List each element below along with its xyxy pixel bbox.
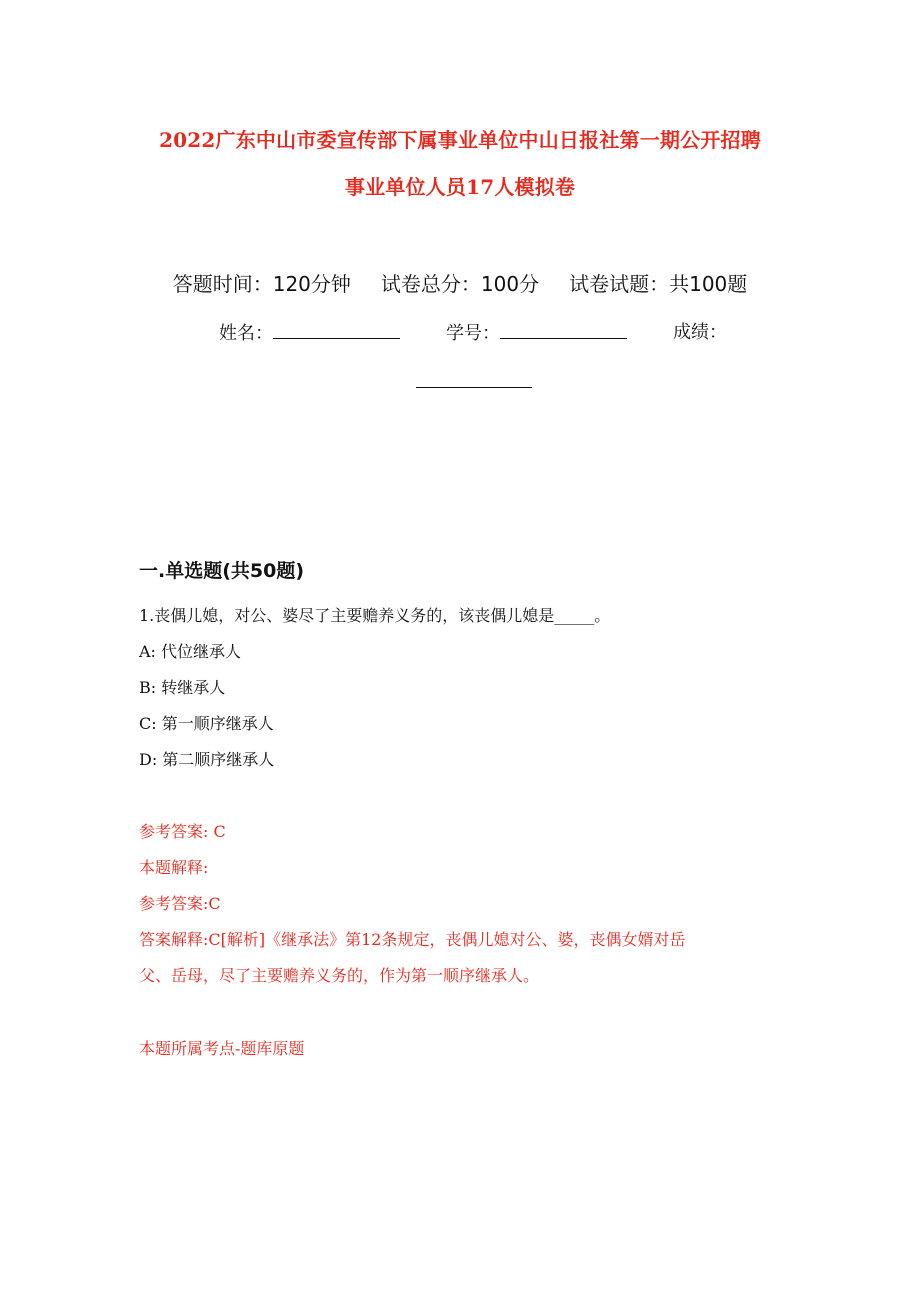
document-title-line-2: 事业单位人员17人模拟卷: [344, 175, 576, 199]
student-id-field[interactable]: [446, 318, 627, 345]
document-title-line-1: 2022广东中山市委宣传部下属事业单位中山日报社第一期公开招聘: [159, 128, 761, 152]
option-c: C: 第一顺序继承人: [139, 714, 274, 733]
option-d: D: 第二顺序继承人: [139, 750, 275, 769]
student-id-blank[interactable]: [500, 318, 627, 339]
score-label: 成绩：: [673, 322, 727, 343]
score-blank[interactable]: [416, 387, 532, 388]
explanation-label: 本题解释:: [139, 858, 209, 877]
option-b: B: 转继承人: [139, 678, 226, 697]
explanation-line-2: 父、岳母，尽了主要赡养义务的，作为第一顺序继承人。: [139, 966, 540, 985]
explanation-line-1: 答案解释:C[解析]《继承法》第12条规定，丧偶儿媳对公、婆，丧偶女婿对岳: [139, 930, 686, 949]
student-id-label: 学号：: [446, 323, 500, 344]
option-a: A: 代位继承人: [139, 642, 242, 661]
score-field: [673, 318, 727, 344]
reference-answer-2: 参考答案:C: [139, 894, 221, 913]
name-field[interactable]: [219, 318, 400, 345]
name-label: 姓名：: [219, 323, 273, 344]
section-heading: 一.单选题(共50题): [139, 560, 305, 582]
topic-line: 本题所属考点-题库原题: [139, 1039, 305, 1058]
exam-question-count: 试卷试题：共100题: [569, 272, 748, 296]
exam-total-score: 试卷总分：100分: [380, 272, 540, 296]
reference-answer: 参考答案: C: [139, 822, 226, 841]
exam-meta: [0, 268, 920, 297]
name-blank[interactable]: [273, 318, 400, 339]
question-stem: 1.丧偶儿媳，对公、婆尽了主要赡养义务的，该丧偶儿媳是_____。: [139, 606, 611, 625]
exam-time: 答题时间：120分钟: [172, 272, 351, 296]
